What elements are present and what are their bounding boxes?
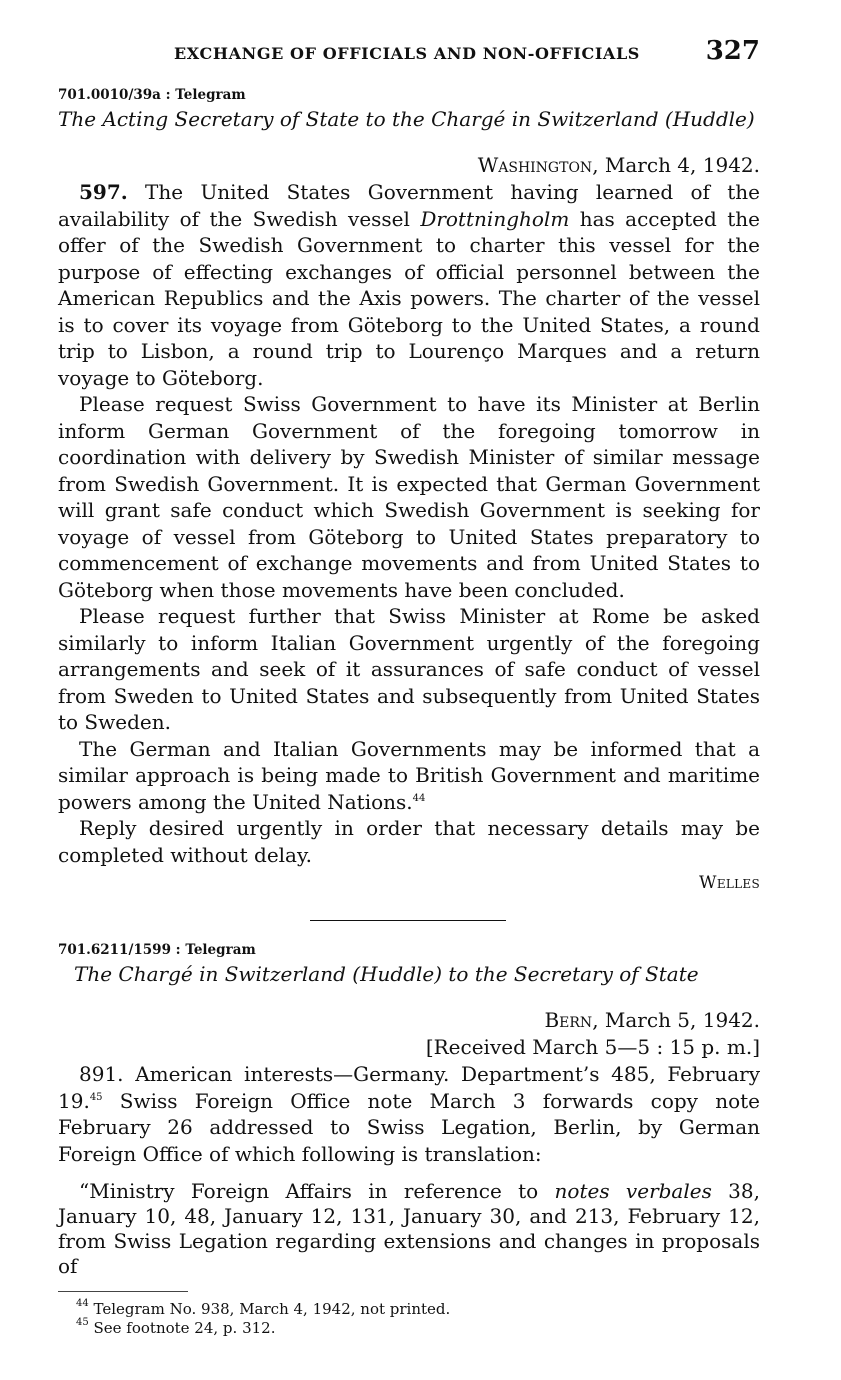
document-heading-1: The Acting Secretary of State to the Chargé in Switzerland (Huddle) <box>58 107 755 131</box>
paragraph-text: 891. American interests—Germany. Department’s 485, February 19. <box>58 1062 760 1113</box>
paragraph-text: has accepted the offer of the Swedish Government to charter this vessel for the purpose of effecting exchanges of official personnel between the American Republics and the Axis powers. The charter of the vessel is to cover its voyage from Göteborg to the United States, a round trip to Lisbon, a round trip to Lourenço Marques and a return voyage to Göteborg. <box>58 206 760 390</box>
running-header <box>58 36 760 66</box>
section-divider <box>310 920 506 921</box>
italic-term: notes verbales <box>554 1179 712 1203</box>
paragraph-text: Swiss Foreign Office note March 3 forwards copy note February 26 addressed to Swiss Legation, Berlin, by German Foreign Office of which following is translation: <box>58 1088 760 1166</box>
footnote-marker: 44 <box>76 1298 89 1309</box>
footnote-ref: 44 <box>412 792 426 804</box>
telegram-body-1 <box>58 179 760 868</box>
file-reference-2: 701.6211/1599 : Telegram <box>58 942 256 958</box>
document-heading-2: The Chargé in Switzerland (Huddle) to the Secretary of State <box>74 962 699 986</box>
paragraph-text: The German and Italian Governments may be informed that a similar approach is being made to British Government and maritime powers among the United Nations. <box>58 736 760 814</box>
footnote-ref: 45 <box>89 1091 103 1103</box>
footnote <box>58 1300 760 1319</box>
paragraph: Please request further that Swiss Minister at Rome be asked similarly to inform Italian Government urgently of the foregoing arrangements and seek of it assurances of safe conduct of vessel from Sweden to United States and subsequently from United States to Sweden. <box>58 604 760 734</box>
footnote-rule <box>58 1291 188 1292</box>
quoted-note <box>58 1179 760 1279</box>
file-reference-1: 701.0010/39a : Telegram <box>58 87 246 103</box>
footnote <box>58 1319 760 1338</box>
footnotes <box>58 1300 760 1338</box>
paragraph: Please request Swiss Government to have its Minister at Berlin inform German Government of the foregoing tomorrow in coordination with delivery by Swedish Minister of similar message from Swedish Government. It is expected that German Government will grant safe conduct which Swedish Government is seeking for voyage of vessel from Göteborg to United States preparatory to commencement of exchange movements and from United States to Göteborg when those movements have been concluded. <box>58 392 760 602</box>
dateline-2 <box>58 1007 760 1034</box>
paragraph: Reply desired urgently in order that necessary details may be completed without delay. <box>58 816 760 867</box>
dateline-date-1: , March 4, 1942. <box>592 153 760 177</box>
paragraph <box>58 736 760 816</box>
paragraph-text: “Ministry Foreign Affairs in reference to <box>79 1179 555 1203</box>
paragraph-text: The United States Government having learned of the availability of the Swedish vessel <box>58 180 760 231</box>
paragraph <box>58 1061 760 1167</box>
paragraph <box>58 179 760 391</box>
received-note: [Received March 5—5 : 15 p. m.] <box>425 1035 760 1059</box>
paragraph-text: 38, January 10, 48, January 12, 131, January 30, and 213, February 12, from Swiss Legation regarding extensions and changes in proposals of <box>58 1179 760 1278</box>
paragraph <box>58 1179 760 1279</box>
dateline-1 <box>58 152 760 179</box>
dateline-city-2: Bern <box>544 1008 593 1032</box>
footnote-marker: 45 <box>76 1317 89 1328</box>
footnote-text: See footnote 24, p. 312. <box>88 1319 276 1337</box>
telegram-body-2 <box>58 1061 760 1167</box>
dateline-date-2: , March 5, 1942. <box>592 1008 760 1032</box>
document-page <box>58 36 760 1338</box>
footnote-text: Telegram No. 938, March 4, 1942, not printed. <box>88 1300 451 1318</box>
vessel-name: Drottningholm <box>420 206 570 231</box>
telegram-number: 597. <box>79 180 128 204</box>
page-number: 327 <box>705 36 760 66</box>
signature-1: Welles <box>699 873 760 893</box>
dateline-city-1: Washington <box>477 153 593 177</box>
running-title: EXCHANGE OF OFFICIALS AND NON-OFFICIALS <box>174 44 640 63</box>
